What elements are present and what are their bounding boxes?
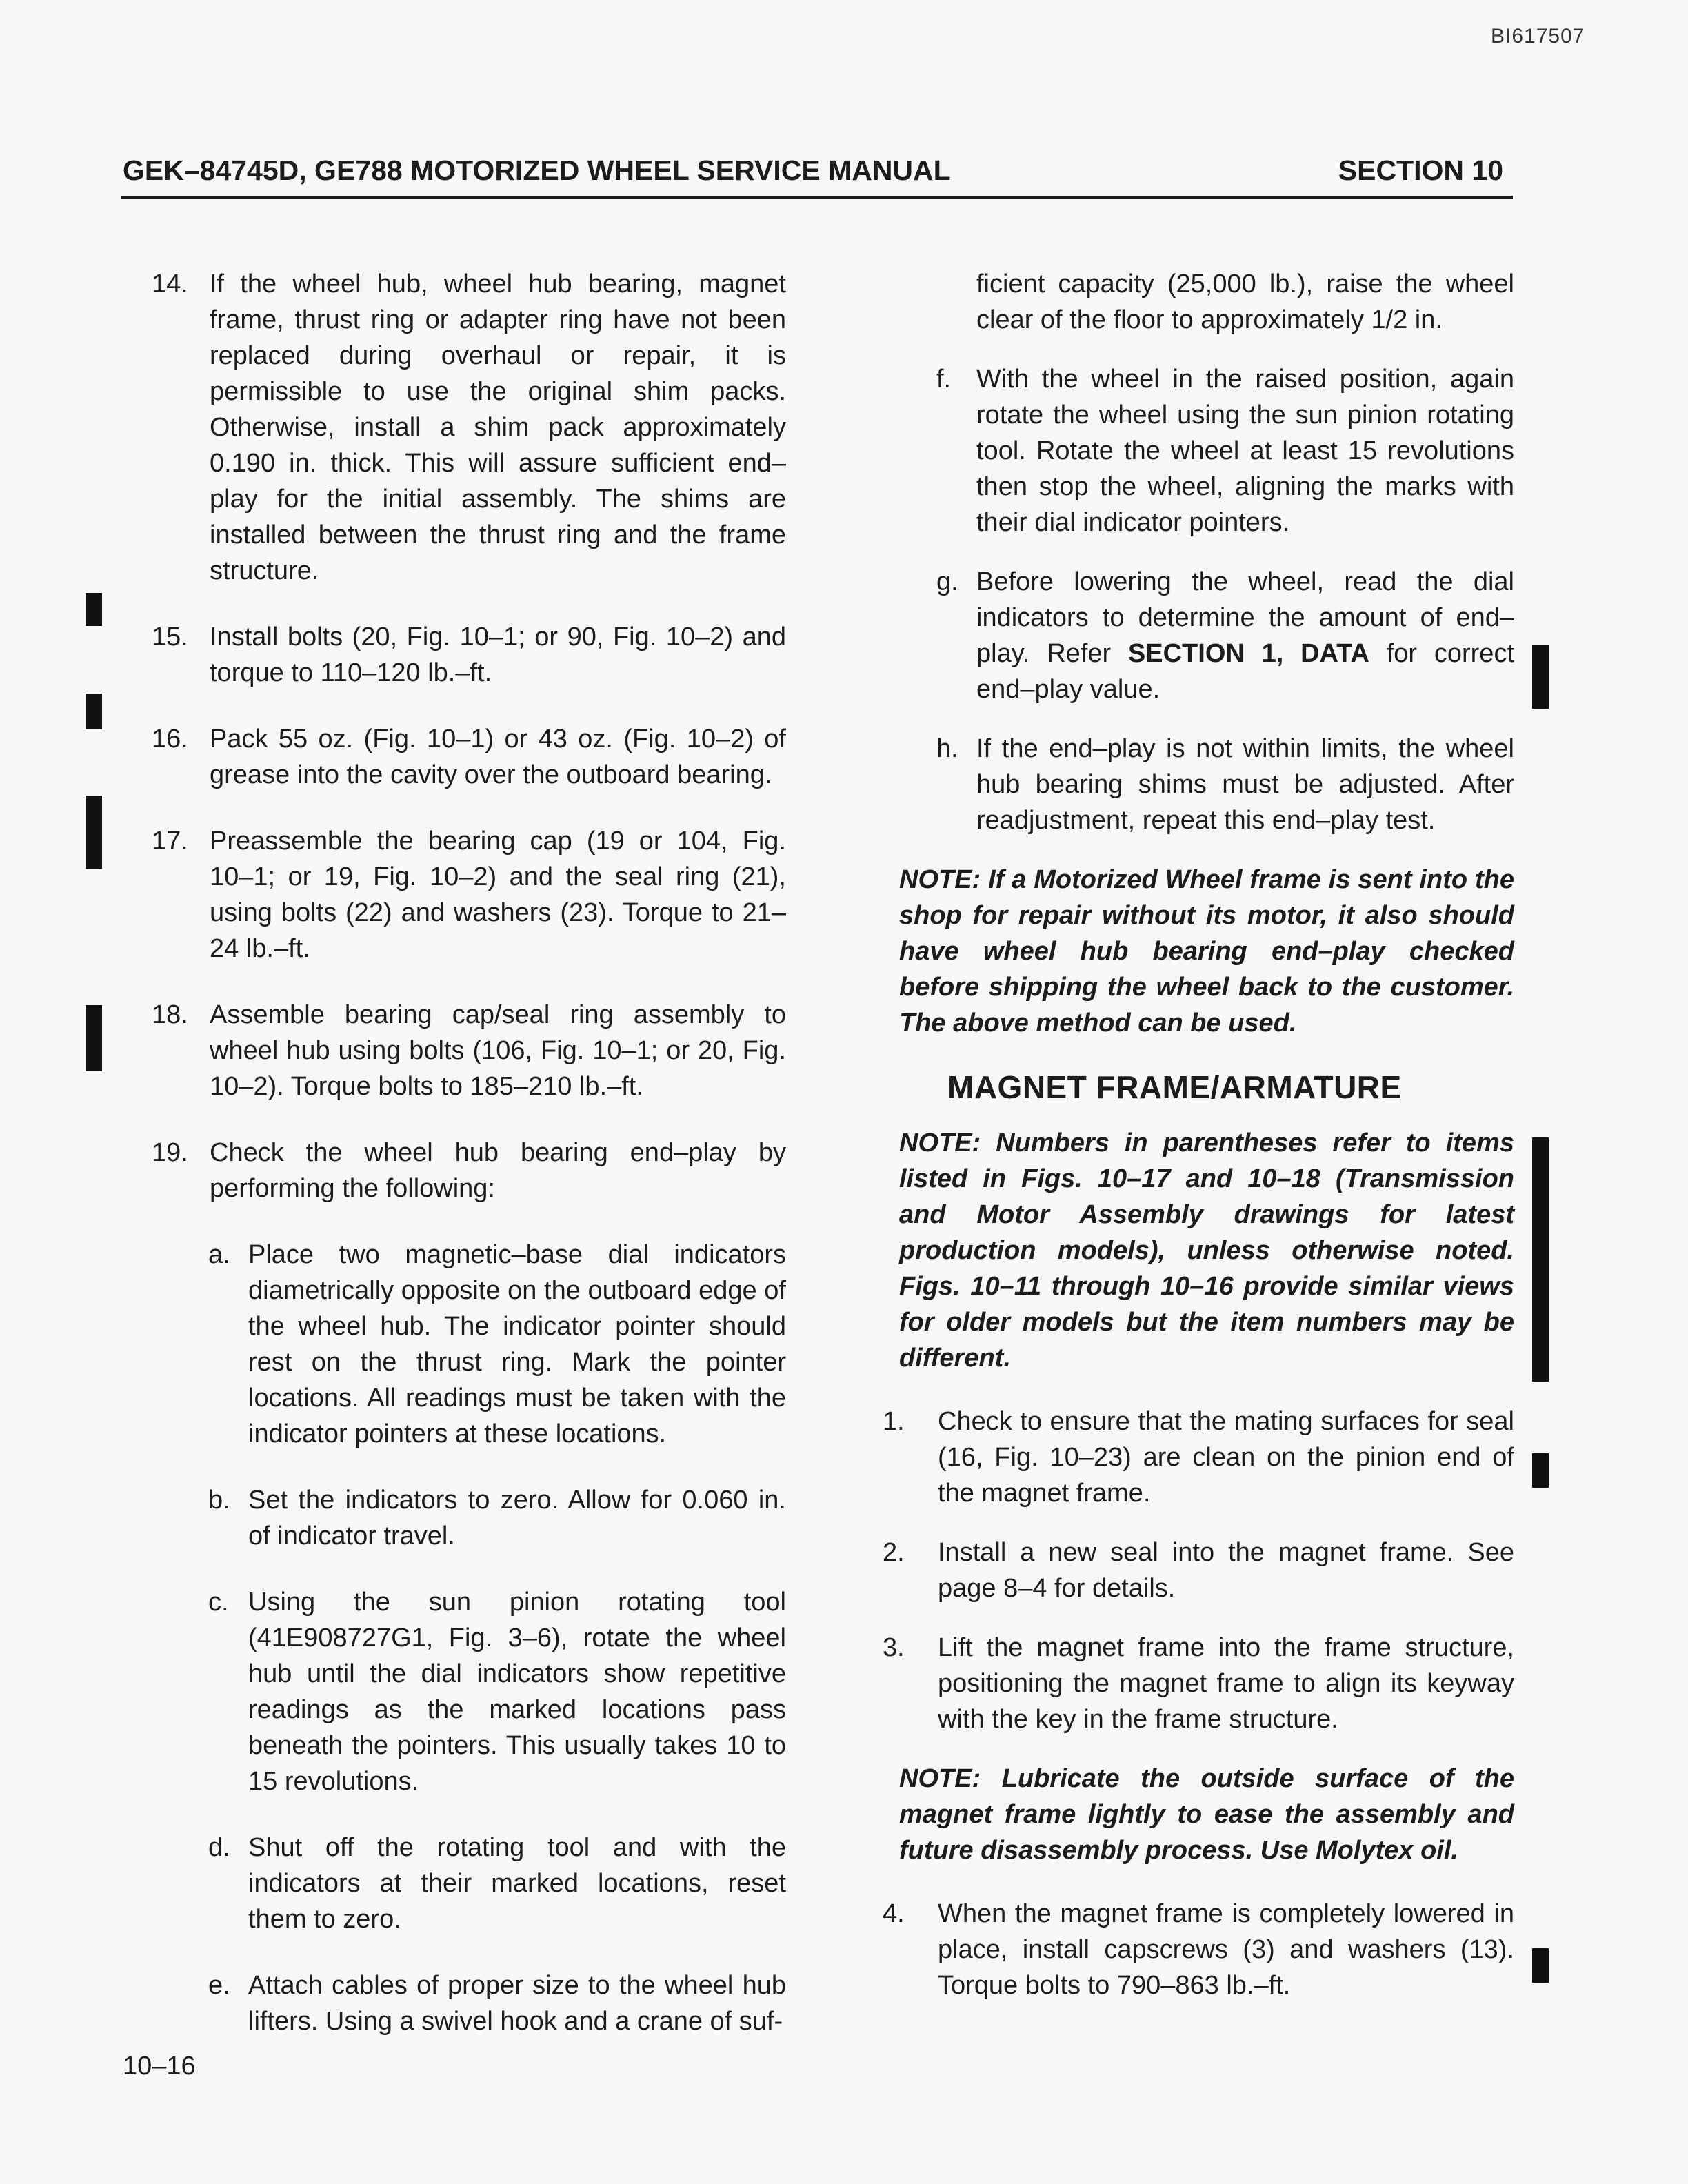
item-number: 14. xyxy=(152,270,188,299)
item-text: Assemble bearing cap/seal ring assembly to wheel hub using bolts (106, Fig. 10–1; or 20, Fig. 10–2). Torque bolts to 185–210 lb.–ft. xyxy=(210,1000,786,1101)
sub-text: If the end–play is not within limits, the wheel hub bearing shims must be adjusted. After readjustment, repeat this end–play test. xyxy=(976,734,1514,835)
revision-bar xyxy=(86,593,102,626)
list-item xyxy=(149,721,786,793)
sub-text: for correct end–play value. xyxy=(976,639,1514,704)
revision-bar xyxy=(86,1005,102,1071)
item-number: 19. xyxy=(152,1138,188,1167)
section-reference: SECTION 1, DATA xyxy=(1127,639,1369,668)
item-number: 15. xyxy=(152,623,188,651)
sub-text: Shut off the rotating tool and with the indicators at their marked locations, reset them to zero. xyxy=(248,1833,786,1934)
sub-text: Place two magnetic–base dial indicators diametrically opposite on the outboard edge of the wheel hub. The indicator pointer should rest on the thrust ring. Mark the pointer locations. All readings must be taken with the indicator pointers at these locations. xyxy=(248,1240,786,1448)
sub-text: Before lowering the wheel, read the dial indicators to determine the amount of end–play. Refer xyxy=(976,567,1514,668)
revision-bar xyxy=(86,694,102,729)
item-text: If the wheel hub, wheel hub bearing, magnet frame, thrust ring or adapter ring have not been replaced during overhaul or repair, it is permissible to use the original shim packs. Otherwise, install a shim pack approximately 0.190 in. thick. This will assure sufficient end–play for the initial assembly. The shims are installed between the thrust ring and the frame structure. xyxy=(210,270,786,585)
item-text: Check to ensure that the mating surfaces for seal (16, Fig. 10–23) are clean on the pinion end of the magnet frame. xyxy=(938,1407,1514,1508)
sub-letter: g. xyxy=(936,567,958,596)
revision-bar xyxy=(1532,1948,1549,1983)
item-number: 4. xyxy=(883,1899,905,1928)
item-text: Pack 55 oz. (Fig. 10–1) or 43 oz. (Fig. 10–2) of grease into the cavity over the outboard bearing. xyxy=(210,725,786,789)
item-text: When the magnet frame is completely lowered in place, install capscrews (3) and washers (13). Torque bolts to 790–863 lb.–ft. xyxy=(938,1899,1514,2000)
note-paragraph: NOTE: If a Motorized Wheel frame is sent into the shop for repair without its motor, it also should have wheel hub bearing end–play checked before shipping the wheel back to the customer. The above method can be used. xyxy=(899,865,1514,1038)
continued-text: ficient capacity (25,000 lb.), raise the wheel clear of the floor to approximately 1/2 in. xyxy=(976,270,1514,334)
item-number: 18. xyxy=(152,1000,188,1029)
document-id: BI617507 xyxy=(1491,25,1585,48)
list-item xyxy=(883,1630,1514,1737)
note-paragraph: NOTE: Numbers in parentheses refer to items listed in Figs. 10–17 and 10–18 (Transmission and Motor Assembly drawings for latest production models), unless otherwise noted. Figs. 10–11 through 10–16 provide similar views for older models but the item numbers may be different. xyxy=(899,1129,1514,1373)
section-heading: MAGNET FRAME/ARMATURE xyxy=(947,1069,1402,1105)
sub-item xyxy=(208,1830,786,1937)
revision-bar xyxy=(1532,1453,1549,1488)
revision-bar xyxy=(1532,1138,1549,1382)
list-item xyxy=(149,1135,786,1206)
revision-bar xyxy=(86,796,102,869)
page-number: 10–16 xyxy=(123,2052,196,2081)
page-header xyxy=(121,154,1513,199)
revision-bar xyxy=(1532,645,1549,709)
sub-item xyxy=(208,1968,786,2039)
sub-letter: b. xyxy=(208,1486,230,1515)
sub-text: Attach cables of proper size to the wheel hub lifters. Using a swivel hook and a crane of suf- xyxy=(248,1971,786,2036)
item-text: Preassemble the bearing cap (19 or 104, Fig. 10–1; or 19, Fig. 10–2) and the seal ring (21), using bolts (22) and washers (23). Torque to 21–24 lb.–ft. xyxy=(210,827,786,963)
list-item xyxy=(883,1896,1514,2003)
item-number: 17. xyxy=(152,827,188,856)
item-number: 2. xyxy=(883,1538,905,1567)
list-item xyxy=(149,619,786,691)
sub-letter: e. xyxy=(208,1971,230,2000)
note-paragraph: NOTE: Lubricate the outside surface of the magnet frame lightly to ease the assembly and future disassembly process. Use Molytex oil. xyxy=(899,1764,1514,1865)
item-text: Lift the magnet frame into the frame structure, positioning the magnet frame to align its keyway with the key in the frame structure. xyxy=(938,1633,1514,1734)
sub-text: With the wheel in the raised position, again rotate the wheel using the sun pinion rotating tool. Rotate the wheel at least 15 revolutions then stop the wheel, aligning the marks with their dial indicator pointers. xyxy=(976,365,1514,537)
list-item xyxy=(883,1535,1514,1606)
sub-item xyxy=(208,1584,786,1799)
item-number: 1. xyxy=(883,1407,905,1436)
sub-item xyxy=(208,1237,786,1452)
sub-letter: h. xyxy=(936,734,958,763)
list-item xyxy=(149,266,786,589)
list-item xyxy=(149,997,786,1104)
right-column xyxy=(883,266,1514,2027)
sub-letter: d. xyxy=(208,1833,230,1862)
left-column xyxy=(149,266,786,2070)
sub-item xyxy=(936,564,1514,707)
sub-letter: a. xyxy=(208,1240,230,1269)
list-item xyxy=(149,823,786,967)
sub-text: Set the indicators to zero. Allow for 0.060 in. of indicator travel. xyxy=(248,1486,786,1550)
item-number: 3. xyxy=(883,1633,905,1662)
item-text: Install bolts (20, Fig. 10–1; or 90, Fig. 10–2) and torque to 110–120 lb.–ft. xyxy=(210,623,786,687)
item-number: 16. xyxy=(152,725,188,754)
sub-item xyxy=(936,361,1514,540)
manual-title: GEK–84745D, GE788 MOTORIZED WHEEL SERVICE MANUAL xyxy=(123,154,951,186)
list-item xyxy=(883,1404,1514,1511)
sub-letter: f. xyxy=(936,365,952,394)
sub-text: Using the sun pinion rotating tool (41E908727G1, Fig. 3–6), rotate the wheel hub until the dial indicators show repetitive readings as the marked locations pass beneath the pointers. This usually takes 10 to 15 revolutions. xyxy=(248,1588,786,1796)
sub-item xyxy=(208,1482,786,1554)
sub-letter: c. xyxy=(208,1588,229,1617)
item-text: Check the wheel hub bearing end–play by performing the following: xyxy=(210,1138,786,1203)
section-label: SECTION 10 xyxy=(1338,154,1503,186)
item-text: Install a new seal into the magnet frame. See page 8–4 for details. xyxy=(938,1538,1514,1603)
sub-item xyxy=(936,731,1514,838)
